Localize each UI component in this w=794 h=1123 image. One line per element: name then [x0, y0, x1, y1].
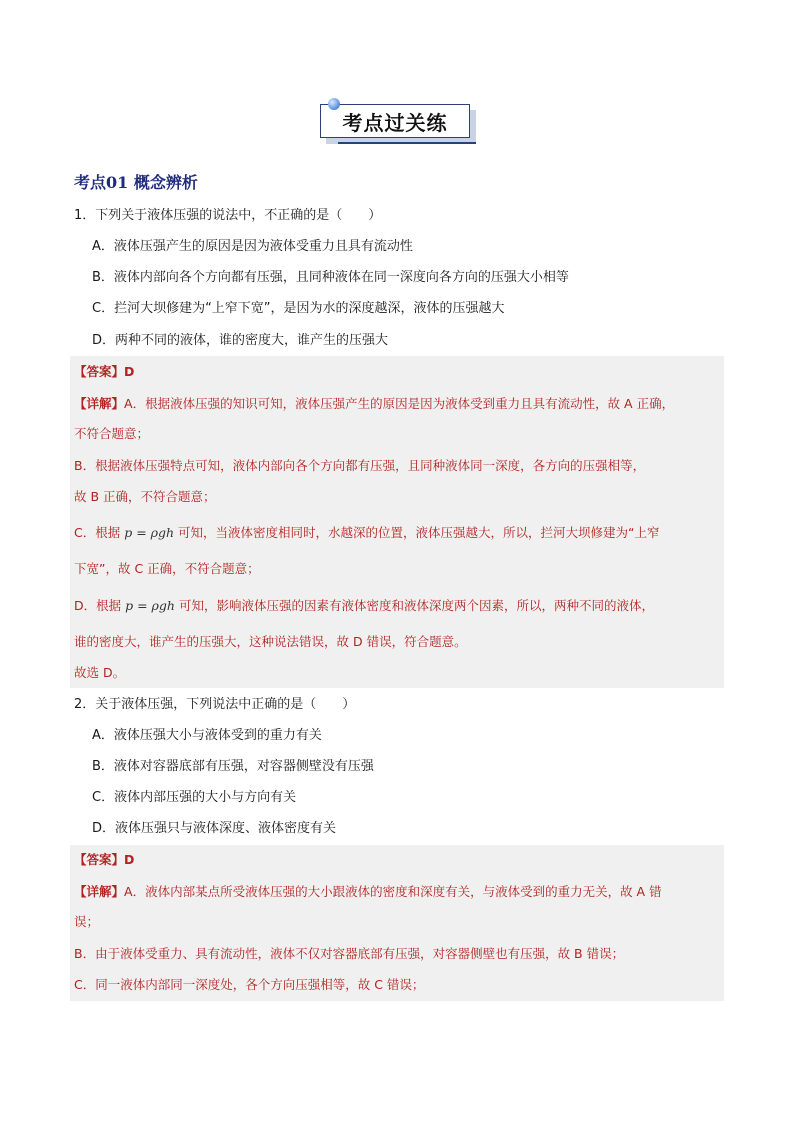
q1-answer-line	[74, 363, 134, 381]
q2-answer-line	[74, 851, 134, 869]
banner-box	[320, 104, 470, 138]
q1-detail-d-pre: D．根据	[74, 598, 122, 613]
q2-option-a: A．液体压强大小与液体受到的重力有关	[92, 728, 322, 743]
q1-detail-b-line1: B．根据液体压强特点可知，液体内部向各个方向都有压强，且同种液体同一深度，各方向的压强相等，	[74, 458, 646, 473]
q1-detail-d-line1	[74, 597, 654, 615]
q2-detail-a-line2: 误；	[74, 914, 100, 929]
q2-option-c: C．液体内部压强的大小与方向有关	[92, 790, 297, 805]
banner-underline	[338, 142, 476, 144]
q2-detail-tag: 【详解】	[74, 884, 125, 899]
q2-stem: 2．关于液体压强，下列说法中正确的是（ ）	[74, 697, 356, 712]
q1-formula-d: p = ρgh	[125, 598, 175, 613]
q1-detail-a-line2: 不符合题意；	[74, 426, 150, 441]
q1-option-d: D．两种不同的液体，谁的密度大，谁产生的压强大	[92, 333, 389, 348]
q1-option-a: A．液体压强产生的原因是因为液体受重力且具有流动性	[92, 239, 413, 254]
banner-dot-icon	[328, 98, 340, 110]
q1-detail-d-post: 可知，影响液体压强的因素有液体密度和液体深度两个因素，所以，两种不同的液体，	[178, 598, 654, 613]
q1-stem: 1．下列关于液体压强的说法中，不正确的是（ ）	[74, 208, 382, 223]
q1-conclusion: 故选 D。	[74, 665, 126, 680]
section-title: 考点01 概念辨析	[74, 173, 198, 192]
q2-detail-a-text: A．液体内部某点所受液体压强的大小跟液体的密度和深度有关，与液体受到的重力无关，故 A 错	[124, 884, 662, 899]
q2-answer-tag: 【答案】	[74, 852, 125, 867]
q1-detail-b-line2: 故 B 正确，不符合题意；	[74, 489, 216, 504]
q1-detail-a-text: A．根据液体压强的知识可知，液体压强产生的原因是因为液体受到重力且具有流动性，故 A 正确，	[124, 396, 675, 411]
q1-detail-c-line1	[74, 524, 660, 542]
q1-option-c: C．拦河大坝修建为“上窄下宽”，是因为水的深度越深，液体的压强越大	[92, 301, 505, 316]
q1-detail-d-line2: 谁的密度大，谁产生的压强大，这种说法错误，故 D 错误，符合题意。	[74, 634, 467, 649]
banner-title: 考点过关练	[342, 110, 448, 135]
q1-formula-c: p = ρgh	[124, 525, 175, 540]
q1-answer-value: D	[124, 364, 135, 379]
q1-option-b: B．液体内部向各个方向都有压强，且同种液体在同一深度向各方向的压强大小相等	[92, 270, 569, 285]
q2-detail-a-line1	[74, 883, 662, 901]
q1-detail-tag: 【详解】	[74, 396, 125, 411]
title-banner	[320, 104, 480, 148]
q2-option-b: B．液体对容器底部有压强，对容器侧壁没有压强	[92, 759, 374, 774]
q2-option-d: D．液体压强只与液体深度、液体密度有关	[92, 821, 337, 836]
q2-answer-value: D	[124, 852, 135, 867]
q2-detail-c: C．同一液体内部同一深度处，各个方向压强相等，故 C 错误；	[74, 977, 425, 992]
q1-answer-tag: 【答案】	[74, 364, 125, 379]
q1-detail-c-line2: 下宽”，故 C 正确，不符合题意；	[74, 561, 260, 576]
q1-detail-c-post: 可知，当液体密度相同时，水越深的位置，液体压强越大，所以，拦河大坝修建为“上窄	[178, 525, 660, 540]
q2-detail-b: B．由于液体受重力、具有流动性，液体不仅对容器底部有压强，对容器侧壁也有压强，故 B 错误；	[74, 946, 625, 961]
q1-detail-a-line1	[74, 395, 674, 413]
q1-detail-c-pre: C．根据	[74, 525, 121, 540]
